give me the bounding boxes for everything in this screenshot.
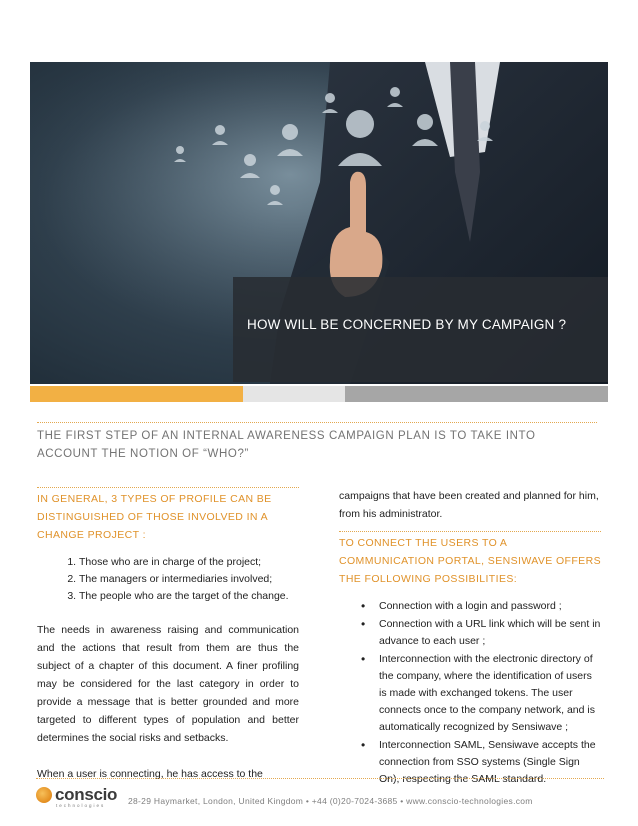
company-logo <box>36 785 116 811</box>
footer-divider <box>36 778 604 779</box>
profiles-heading: IN GENERAL, 3 TYPES OF PROFILE CAN BE DISTINGUISHED OF THOSE INVOLVED IN A CHANGE PROJECT : <box>37 487 299 544</box>
title-band <box>233 277 608 382</box>
page-title: HOW WILL BE CONCERNED BY MY CAMPAIGN ? <box>247 317 567 332</box>
page-footer <box>0 778 638 818</box>
logo-text: conscio <box>55 785 118 804</box>
logo-subtext: technologies <box>56 803 106 808</box>
list-item: • Interconnection SAML, Sensiwave accepts the connection from SSO systems (Single Sign On), respecting the SAML standard. <box>379 737 601 788</box>
campaigns-paragraph: campaigns that have been created and planned for him, from his administrator. <box>339 490 599 520</box>
profiles-list <box>37 554 299 605</box>
connecting-paragraph: When a user is connecting, he has access to the <box>37 768 263 780</box>
right-column <box>339 487 601 789</box>
accent-bar-orange <box>30 386 243 402</box>
intro-heading: THE FIRST STEP OF AN INTERNAL AWARENESS CAMPAIGN PLAN IS TO TAKE INTO ACCOUNT THE NOTION OF “WHO?” <box>37 422 597 463</box>
accent-bar-light <box>243 386 345 402</box>
connection-heading: TO CONNECT THE USERS TO A COMMUNICATION PORTAL, SENSIWAVE OFFERS THE FOLLOWING POSSIBILITIES: <box>339 531 601 588</box>
list-item: • Interconnection with the electronic directory of the company, where the identification of users is made with exchanged tokens. The user connects once to the company network, and is automatically recognized by Sensiwave ; <box>379 651 601 736</box>
list-item: 2. The managers or intermediaries involved; <box>79 571 299 588</box>
footer-address: 28-29 Haymarket, London, United Kingdom • +44 (0)20-7024-3685 • www.conscio-technologies.com <box>128 796 533 806</box>
logo-mark-icon <box>36 787 52 803</box>
list-item: • Connection with a URL link which will be sent in advance to each user ; <box>379 616 601 650</box>
list-item: 3. The people who are the target of the change. <box>79 588 299 605</box>
accent-bar-gray <box>345 386 608 402</box>
needs-paragraph: The needs in awareness raising and communication and the actions that result from them are thus the subject of a chapter of this document. A finer profiling may be considered for the last category in order to provide a message that is better grounded and more targeted to different types of population and better determines the social risks and setbacks. <box>37 624 299 744</box>
list-item: 1. Those who are in charge of the project; <box>79 554 299 571</box>
list-item: • Connection with a login and password ; <box>379 598 601 615</box>
left-column <box>37 487 299 783</box>
connection-options-list <box>339 598 601 788</box>
